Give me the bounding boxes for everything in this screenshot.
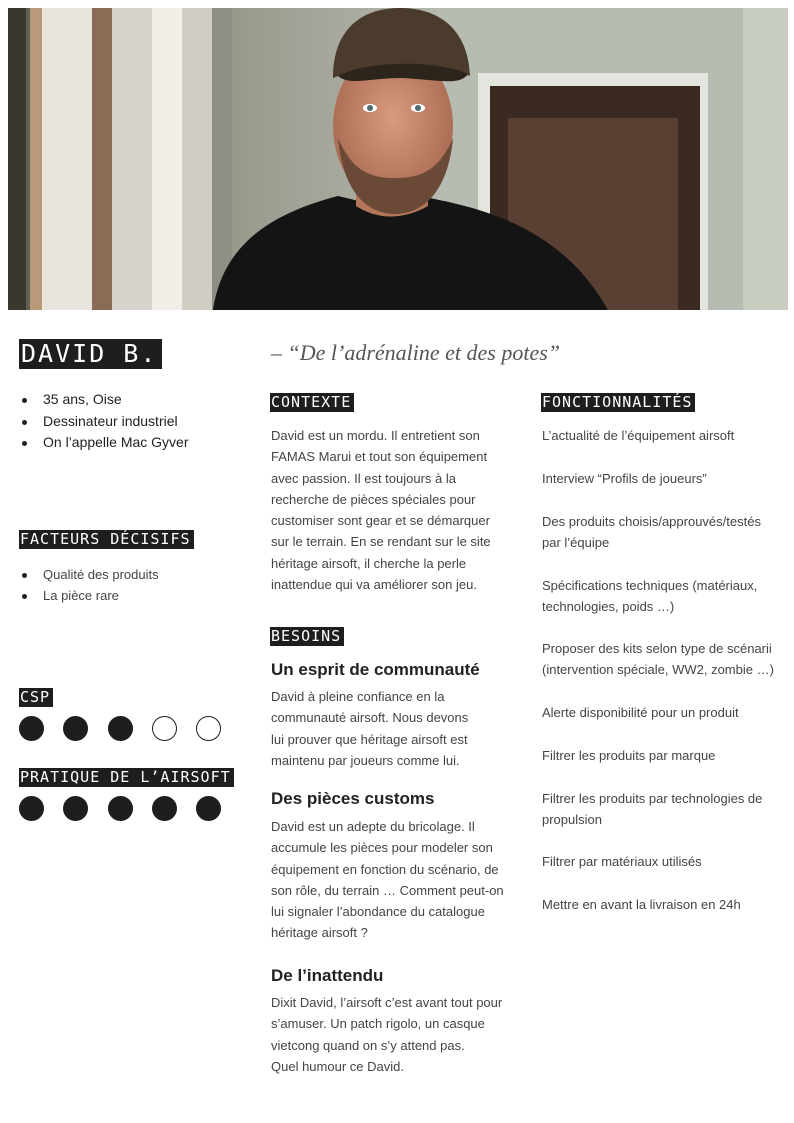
rating-dot-empty bbox=[196, 716, 221, 741]
features-heading: FONCTIONNALITÉS bbox=[541, 393, 695, 412]
feature-item bbox=[542, 425, 734, 446]
rating-dot-empty bbox=[152, 716, 177, 741]
rating-csp-dots bbox=[19, 716, 240, 741]
context-heading: CONTEXTE bbox=[270, 393, 354, 412]
need-text bbox=[271, 816, 504, 944]
feature-item bbox=[542, 638, 774, 681]
list-item: On l’appelle Mac Gyver bbox=[19, 432, 189, 454]
text-line: propulsion bbox=[542, 812, 602, 828]
need-text bbox=[271, 686, 468, 771]
rating-dot-filled bbox=[108, 796, 133, 821]
need-title: Un esprit de communauté bbox=[271, 660, 480, 679]
text-line: Interview “Profils de joueurs” bbox=[542, 471, 707, 486]
rating-dot-filled bbox=[196, 796, 221, 821]
needs-heading: BESOINS bbox=[270, 627, 344, 646]
text-line: héritage airsoft ? bbox=[271, 925, 368, 941]
feature-item bbox=[542, 468, 707, 489]
text-line: customiser sont gear et se démarquer bbox=[271, 513, 490, 529]
hero-photo bbox=[8, 8, 788, 310]
text-line: David à pleine confiance en la bbox=[271, 689, 445, 704]
rating-dot-filled bbox=[108, 716, 133, 741]
list-item: 35 ans, Oise bbox=[19, 389, 189, 411]
factors-heading: FACTEURS DÉCISIFS bbox=[19, 530, 194, 549]
feature-item bbox=[542, 511, 761, 554]
text-line: Filtrer les produits par technologies de bbox=[542, 791, 763, 806]
text-line: Alerte disponibilité pour un produit bbox=[542, 705, 739, 720]
feature-item bbox=[542, 851, 702, 872]
need-text bbox=[271, 992, 502, 1077]
rating-dot-filled bbox=[63, 796, 88, 821]
list-item: La pièce rare bbox=[19, 585, 159, 606]
person-name: DAVID B. bbox=[19, 339, 162, 369]
text-line: s’amuser. Un patch rigolo, un casque bbox=[271, 1016, 485, 1032]
need-title: De l’inattendu bbox=[271, 966, 384, 985]
text-line: accumule les pièces pour modeler son bbox=[271, 840, 493, 856]
text-line: par l’équipe bbox=[542, 535, 610, 551]
text-line: sur le terrain. En se rendant sur le site bbox=[271, 534, 491, 550]
person-quote: – “De l’adrénaline et des potes” bbox=[271, 340, 561, 365]
text-line: vietcong quand on s’y attend pas. bbox=[271, 1037, 465, 1053]
feature-item bbox=[542, 745, 715, 766]
feature-item bbox=[542, 575, 757, 618]
text-line: Dixit David, l’airsoft c’est avant tout pour bbox=[271, 995, 503, 1010]
need-title: Des pièces customs bbox=[271, 789, 435, 808]
feature-item bbox=[542, 788, 762, 831]
text-line: lui signaler l’abondance du catalogue bbox=[271, 904, 485, 920]
text-line: inattendue qui va améliorer son jeu. bbox=[271, 577, 477, 593]
text-line: Mettre en avant la livraison en 24h bbox=[542, 897, 741, 912]
rating-airsoft-dots bbox=[19, 796, 240, 821]
text-line: Filtrer les produits par marque bbox=[542, 748, 716, 763]
text-line: David est un adepte du bricolage. Il bbox=[271, 819, 475, 834]
text-line: Des produits choisis/approuvés/testés bbox=[542, 514, 761, 529]
feature-item bbox=[542, 894, 741, 915]
context-text bbox=[271, 425, 491, 595]
list-item: Dessinateur industriel bbox=[19, 411, 189, 433]
text-line: équipement en fonction du scénario, de bbox=[271, 861, 499, 877]
text-line: L’actualité de l’équipement airsoft bbox=[542, 428, 735, 443]
text-line: Filtrer par matériaux utilisés bbox=[542, 854, 702, 869]
text-line: communauté airsoft. Nous devons bbox=[271, 710, 469, 726]
rating-dot-filled bbox=[19, 716, 44, 741]
text-line: David est un mordu. Il entretient son bbox=[271, 428, 480, 443]
text-line: FAMAS Marui et tout son équipement bbox=[271, 449, 488, 465]
rating-csp-label: CSP bbox=[19, 688, 53, 707]
text-line: maintenu par joueurs comme lui. bbox=[271, 752, 460, 768]
rating-dot-filled bbox=[19, 796, 44, 821]
text-line: Spécifications techniques (matériaux, bbox=[542, 578, 758, 593]
text-line: Quel humour ce David. bbox=[271, 1058, 404, 1074]
feature-item bbox=[542, 702, 739, 723]
factors-list bbox=[19, 564, 159, 606]
text-line: son rôle, du terrain … Comment peut-on bbox=[271, 882, 504, 898]
rating-airsoft-label: PRATIQUE DE L’AIRSOFT bbox=[19, 768, 234, 787]
text-line: recherche de pièces spéciales pour bbox=[271, 491, 476, 507]
text-line: technologies, poids …) bbox=[542, 599, 675, 615]
text-line: Proposer des kits selon type de scénarii bbox=[542, 641, 772, 656]
text-line: héritage airsoft, il cherche la perle bbox=[271, 555, 467, 571]
rating-dot-filled bbox=[152, 796, 177, 821]
text-line: avec passion. Il est toujours à la bbox=[271, 470, 456, 486]
rating-dot-filled bbox=[63, 716, 88, 741]
list-item: Qualité des produits bbox=[19, 564, 159, 585]
person-info-list bbox=[19, 389, 189, 454]
text-line: lui prouver que héritage airsoft est bbox=[271, 731, 468, 747]
text-line: (intervention spéciale, WW2, zombie …) bbox=[542, 662, 774, 678]
